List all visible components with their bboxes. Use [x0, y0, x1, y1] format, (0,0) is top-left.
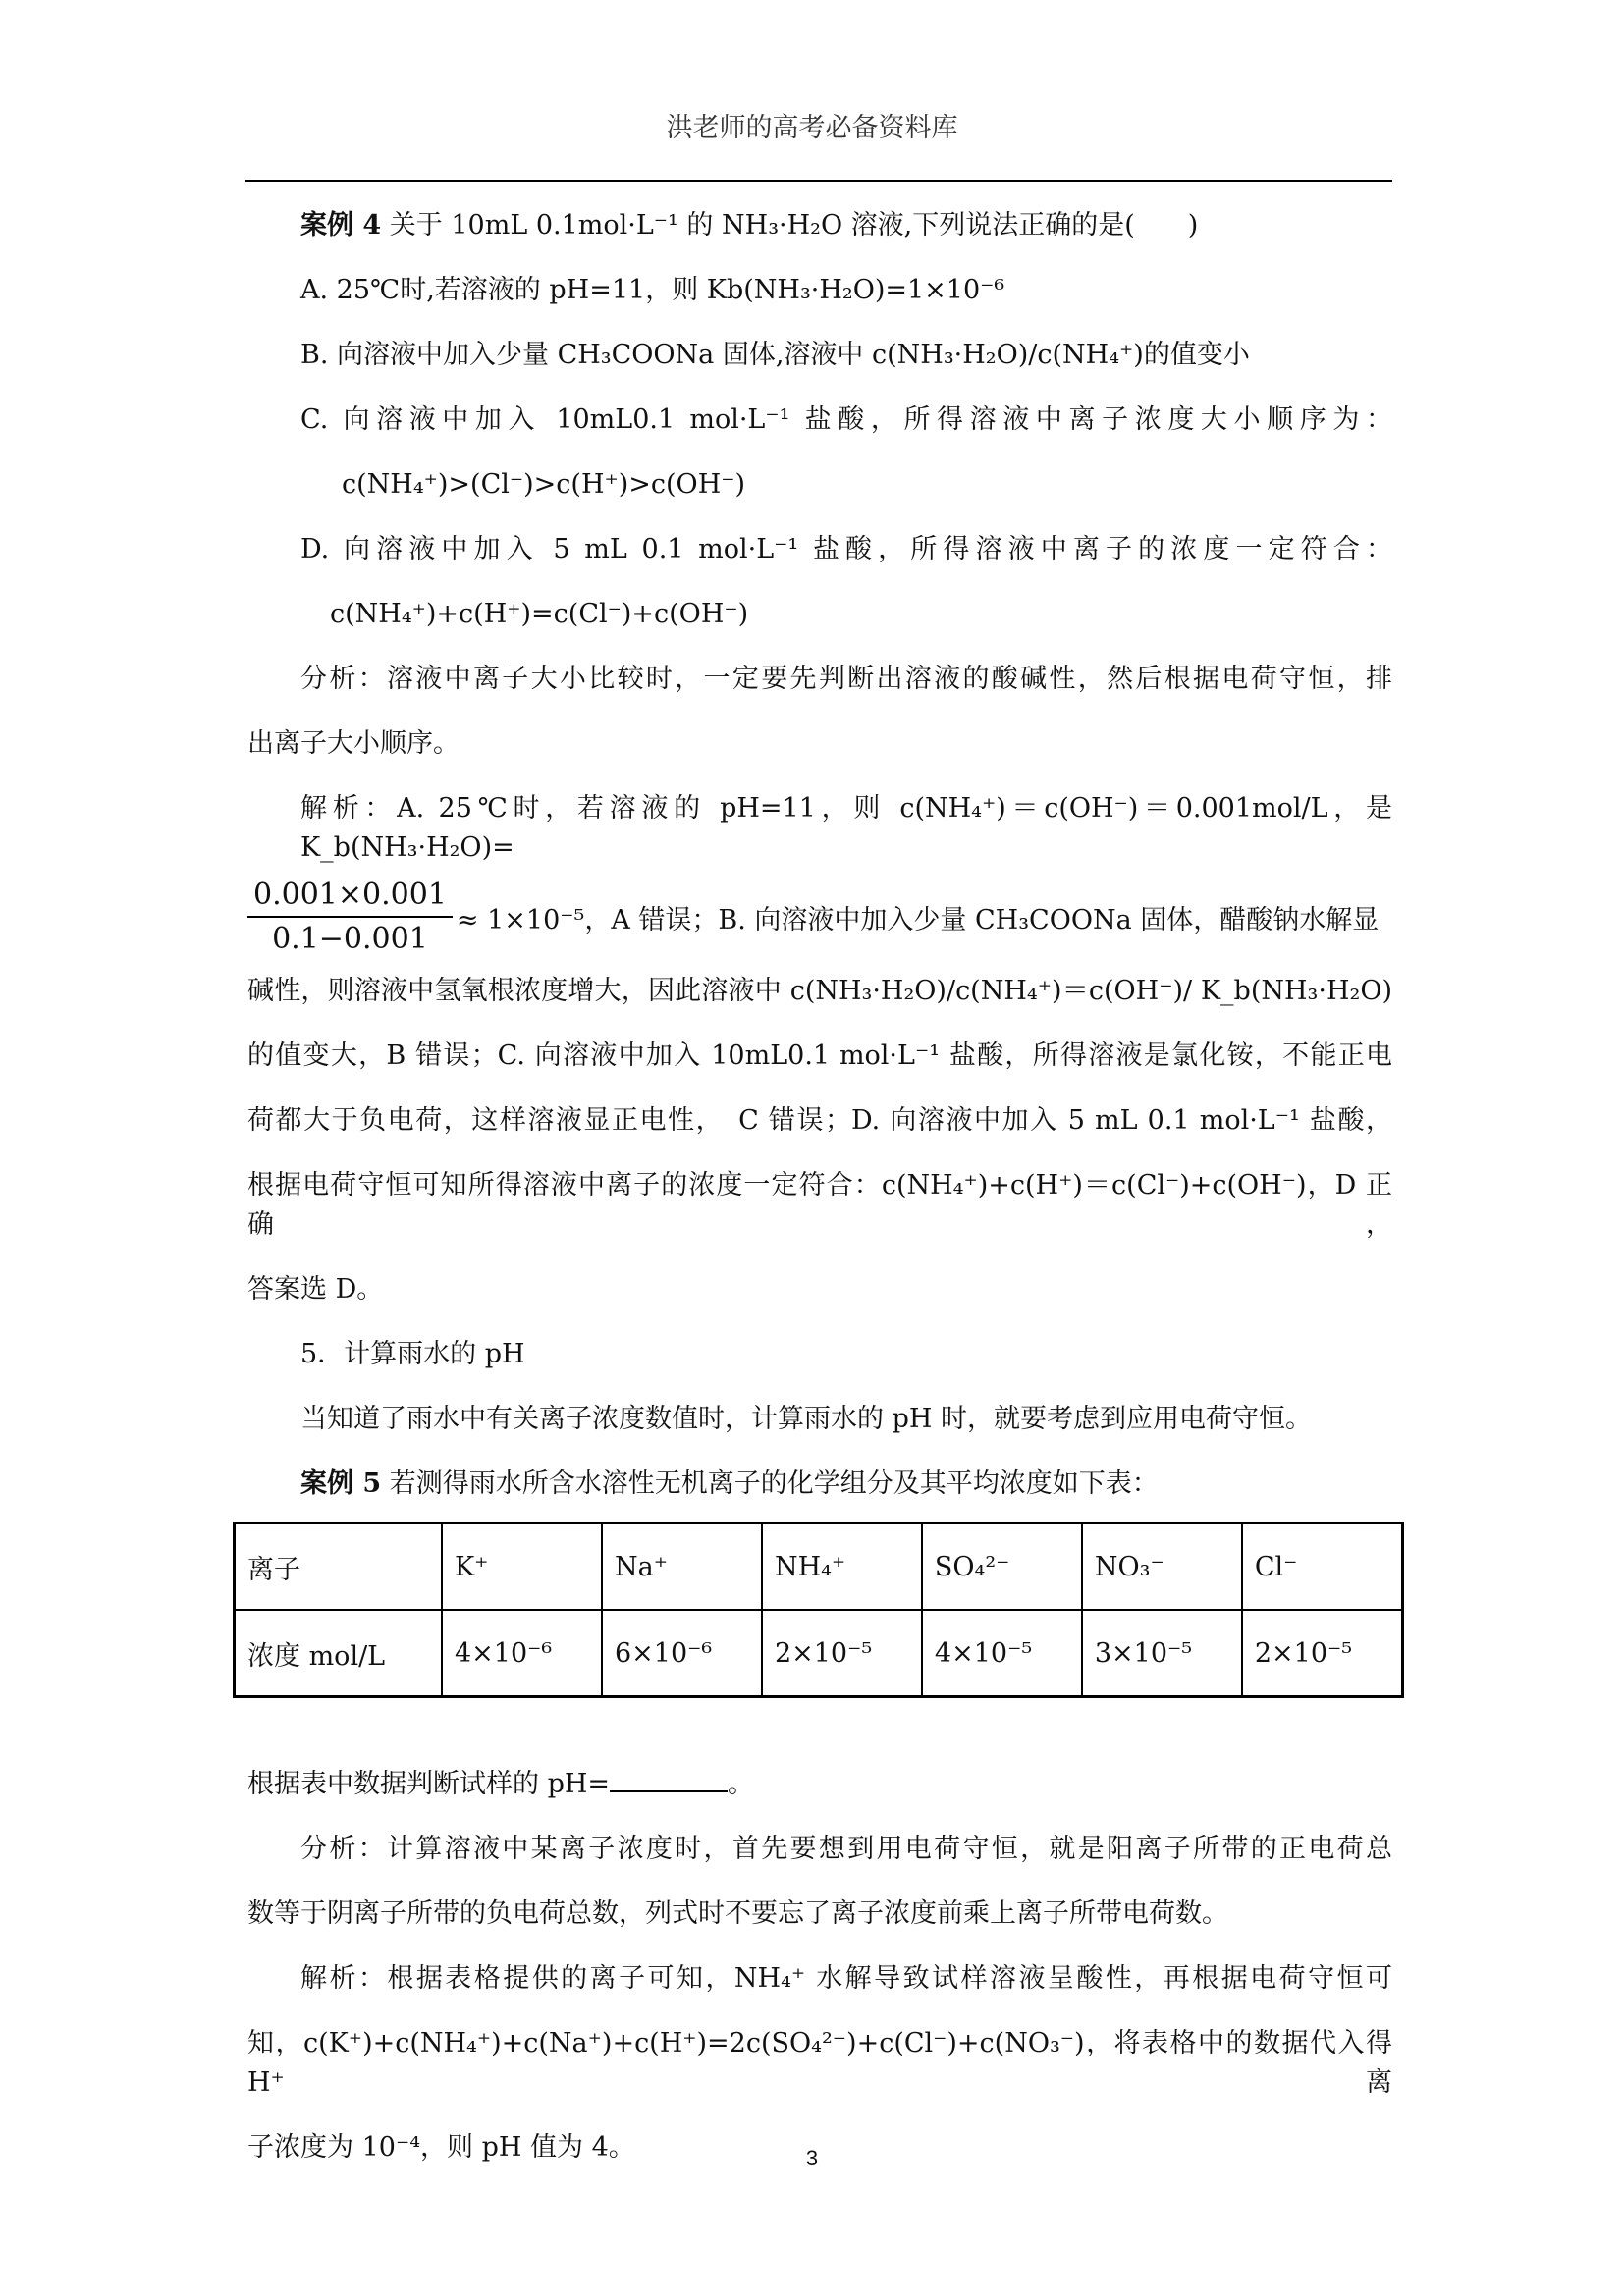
document-body — [247, 206, 1392, 2193]
table-cell: 浓度 mol/L — [235, 1610, 443, 1697]
table-cell: 6×10⁻⁶ — [602, 1610, 762, 1697]
table-cell: Na⁺ — [602, 1523, 762, 1611]
case5-solution-line1: 解析：根据表格提供的离子可知，NH₄⁺ 水解导致试样溶液呈酸性，再根据电荷守恒可 — [300, 1963, 1392, 1994]
case5-analysis-line1: 分析：计算溶液中某离子浓度时，首先要想到用电荷守恒，就是阳离子所带的正电荷总 — [300, 1834, 1392, 1864]
option-b: B. 向溶液中加入少量 CH₃COONa 固体,溶液中 c(NH₃·H₂O)/c(NH₄⁺)的值变小 — [300, 340, 1250, 370]
case4-analysis-line1: 分析：溶液中离子大小比较时，一定要先判断出溶液的酸碱性，然后根据电荷守恒，排 — [300, 664, 1392, 694]
fraction-denominator: 0.1−0.001 — [272, 922, 428, 956]
page-number: 3 — [805, 2146, 819, 2170]
case4-solution-line2: ≈ 1×10⁻⁵，A 错误；B. 向溶液中加入少量 CH₃COONa 固体，醋酸钠水解显 — [456, 904, 1380, 935]
header-divider — [245, 180, 1392, 182]
table-cell: K⁺ — [442, 1523, 602, 1611]
case4-solution-line7: 答案选 D。 — [247, 1274, 384, 1305]
case4-solution-line6: 根据电荷守恒可知所得溶液中离子的浓度一定符合：c(NH₄⁺)+c(H⁺)＝c(Cl⁻)+c(OH⁻)，D 正确， — [247, 1170, 1392, 1240]
case5-stem: 若测得雨水所含水溶性无机离子的化学组分及其平均浓度如下表： — [389, 1468, 1159, 1499]
table-row — [235, 1523, 1403, 1611]
case5-solution-line3: 子浓度为 10⁻⁴，则 pH 值为 4。 — [247, 2132, 635, 2163]
option-c: C. 向溶液中加入 10mL0.1 mol·L⁻¹ 盐酸，所得溶液中离子浓度大小顺序为： — [300, 404, 1392, 435]
fraction-numerator: 0.001×0.001 — [247, 878, 453, 918]
table-cell: 4×10⁻⁶ — [442, 1610, 602, 1697]
case5-solution-line2: 知，c(K⁺)+c(NH₄⁺)+c(Na⁺)+c(H⁺)=2c(SO₄²⁻)+c(Cl⁻)+c(NO₃⁻)，将表格中的数据代入得 H⁺离 — [247, 2028, 1392, 2098]
case4-solution-line5: 荷都大于负电荷，这样溶液显正电性， C 错误；D. 向溶液中加入 5 mL 0.1 mol·L⁻¹ 盐酸， — [247, 1105, 1392, 1136]
table-cell: 2×10⁻⁵ — [1242, 1610, 1403, 1697]
table-cell: NO₃⁻ — [1082, 1523, 1242, 1611]
case5-analysis-line2: 数等于阴离子所带的负电荷总数，列式时不要忘了离子浓度前乘上离子所带电荷数。 — [247, 1898, 1228, 1929]
fill-question-text: 根据表中数据判断试样的 pH= — [247, 1769, 611, 1799]
section5-heading: 5．计算雨水的 pH — [300, 1339, 525, 1369]
table-cell: 3×10⁻⁵ — [1082, 1610, 1242, 1697]
option-c-expression: c(NH₄⁺)>(Cl⁻)>c(H⁺)>c(OH⁻) — [342, 469, 746, 500]
case4-solution-fraction-line — [247, 872, 1392, 962]
case4-stem: 关于 10mL 0.1mol·L⁻¹ 的 NH₃·H₂O 溶液,下列说法正确的是( ) — [389, 210, 1199, 240]
case5-fill-question — [247, 1765, 1392, 1804]
answer-blank — [610, 1765, 728, 1792]
page-header: 洪老师的高考必备资料库 — [666, 113, 958, 143]
option-d-expression: c(NH₄⁺)+c(H⁺)=c(Cl⁻)+c(OH⁻) — [330, 599, 749, 629]
table-cell: 2×10⁻⁵ — [762, 1610, 922, 1697]
case5-label: 案例 5 — [300, 1468, 382, 1499]
table-cell: 4×10⁻⁵ — [922, 1610, 1082, 1697]
case4-question — [247, 206, 1392, 245]
case4-solution-line4: 的值变大，B 错误；C. 向溶液中加入 10mL0.1 mol·L⁻¹ 盐酸，所得溶液是氯化铵，不能正电 — [247, 1041, 1392, 1071]
case4-label: 案例 4 — [300, 210, 382, 240]
table-cell: 离子 — [235, 1523, 443, 1611]
option-d: D. 向溶液中加入 5 mL 0.1 mol·L⁻¹ 盐酸，所得溶液中离子的浓度一定符合： — [300, 534, 1392, 564]
case4-analysis-line2: 出离子大小顺序。 — [247, 728, 460, 759]
table-cell: SO₄²⁻ — [922, 1523, 1082, 1611]
section5-intro: 当知道了雨水中有关离子浓度数值时，计算雨水的 pH 时，就要考虑到应用电荷守恒。 — [300, 1404, 1312, 1434]
table-row — [235, 1610, 1403, 1697]
table-cell: NH₄⁺ — [762, 1523, 922, 1611]
table-cell: Cl⁻ — [1242, 1523, 1403, 1611]
case4-solution-line1: 解析：A. 25℃时，若溶液的 pH=11，则 c(NH₄⁺)＝c(OH⁻)＝0.001mol/L，是 K_b(NH₃·H₂O)= — [300, 793, 1392, 863]
ion-concentration-table — [233, 1522, 1404, 1698]
fill-question-end: 。 — [728, 1769, 755, 1799]
case5-question — [247, 1465, 1392, 1504]
case4-solution-line3: 碱性，则溶液中氢氧根浓度增大，因此溶液中 c(NH₃·H₂O)/c(NH₄⁺)＝c(OH⁻)/ K_b(NH₃·H₂O) — [247, 976, 1392, 1006]
fraction — [247, 878, 453, 956]
option-a: A. 25℃时,若溶液的 pH=11，则 Kb(NH₃·H₂O)=1×10⁻⁶ — [300, 275, 1005, 305]
